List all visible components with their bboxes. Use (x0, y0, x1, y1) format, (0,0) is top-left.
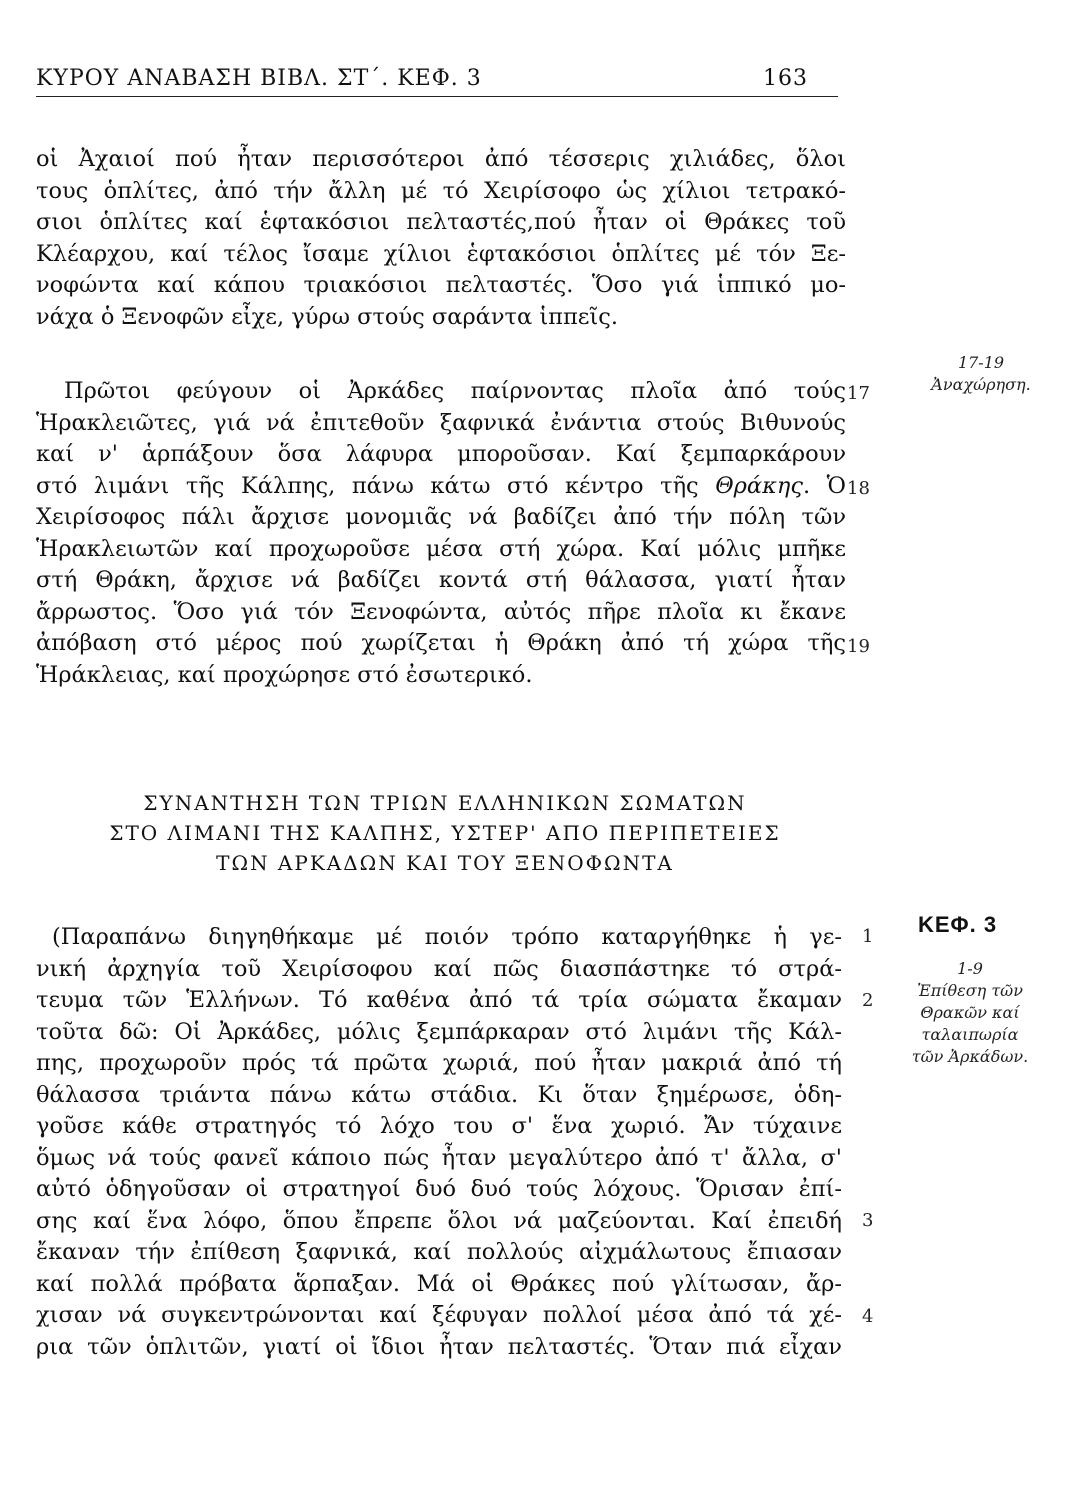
margin-section-number: 4 (862, 1306, 874, 1327)
margin-note-line: τῶν Ἀρκάδων. (911, 1047, 1029, 1066)
margin-note (890, 958, 1050, 1068)
text-line: χισαν νά συγκεντρώνονται καί ξέφυγαν πολλοί μέσα ἀπό τά χέ- (36, 1302, 842, 1328)
margin-note-range: 17-19 (957, 353, 1005, 372)
page-number: 163 (763, 66, 808, 91)
text-line: ρια τῶν ὁπλιτῶν, γιατί οἱ ἴδιοι ἦταν πελταστές. Ὅταν πιά εἶχαν (36, 1333, 842, 1360)
text-line: νοφώντα καί κάπου τριακόσιοι πελταστές. Ὅσο γιά ἱππικό μο- (36, 272, 846, 298)
text-line-with-italic (36, 471, 846, 503)
text-line: τους ὁπλίτες, ἀπό τήν ἄλλη μέ τό Χειρίσοφο ὡς χίλιοι τετρακό- (36, 177, 846, 204)
text-line: Χειρίσοφος πάλι ἄρχισε μονομιᾶς νά βαδίζει ἀπό τήν πόλη τῶν (36, 504, 846, 530)
paragraph-3 (36, 922, 842, 1363)
margin-section-number: 3 (862, 1210, 874, 1231)
text-segment: στό λιμάνι τῆς Κάλπης, πάνω κάτω στό κέντρο τῆς (36, 472, 699, 499)
running-head (36, 66, 838, 97)
margin-note-line: ταλαιπωρία (921, 1025, 1019, 1044)
text-line: πης, προχωροῦν πρός τά πρῶτα χωριά, πού ἦταν μακριά ἀπό τή (36, 1050, 842, 1076)
margin-section-number: 17 (847, 383, 870, 404)
running-head-title: ΚΥΡΟΥ ΑΝΑΒΑΣΗ ΒΙΒΛ. ΣΤ΄. ΚΕΦ. 3 (36, 66, 482, 91)
text-line: (Παραπάνω διηγηθήκαμε μέ ποιόν τρόπο καταργήθηκε ἡ γε- (52, 924, 842, 950)
text-line: σιοι ὁπλίτες καί ἑφτακόσιοι πελταστές,πού ἦταν οἱ Θράκες τοῦ (36, 209, 846, 235)
margin-section-number: 2 (862, 990, 874, 1011)
text-line: καί ν' ἁρπάξουν ὅσα λάφυρα μποροῦσαν. Καί ξεμπαρκάρουν (36, 441, 846, 467)
text-line: Ἡρακλειῶτες, γιά νά ἐπιτεθοῦν ξαφνικά ἐνάντια στούς Βιθυνούς (36, 409, 846, 436)
section-heading (60, 788, 830, 878)
text-line: νάχα ὁ Ξενοφῶν εἶχε, γύρω στούς σαράντα ἱππεῖς. (36, 303, 618, 330)
chapter-label: ΚΕΦ. 3 (918, 912, 998, 937)
text-line: Κλέαρχου, καί τέλος ἴσαμε χίλιοι ἑφτακόσιοι ὁπλίτες μέ τόν Ξε- (36, 240, 846, 267)
text-line: καί πολλά πρόβατα ἅρπαξαν. Μά οἱ Θράκες πού γλίτωσαν, ἄρ- (36, 1270, 842, 1297)
margin-note-line: Θρακῶν καί (920, 1003, 1020, 1022)
text-segment: . Ὁ (802, 472, 847, 499)
text-line: αὐτό ὁδηγοῦσαν οἱ στρατηγοί δυό δυό τούς λόχους. Ὅρισαν ἐπί- (36, 1176, 842, 1202)
text-line: θάλασσα τριάντα πάνω κάτω στάδια. Κι ὅταν ξημέρωσε, ὁδη- (36, 1081, 842, 1108)
text-line: σης καί ἕνα λόφο, ὅπου ἔπρεπε ὅλοι νά μαζεύονται. Καί ἐπειδή (36, 1207, 842, 1234)
margin-section-number: 19 (847, 636, 870, 657)
section-heading-line: ΤΩΝ ΑΡΚΑΔΩΝ ΚΑΙ ΤΟΥ ΞΕΝΟΦΩΝΤΑ (216, 851, 674, 875)
paragraph-1 (36, 144, 846, 333)
text-line: ἄρρωστος. Ὅσο γιά τόν Ξενοφώντα, αὐτός πῆρε πλοῖα κι ἔκανε (36, 598, 846, 625)
text-line: τοῦτα δῶ: Οἱ Ἀρκάδες, μόλις ξεμπάρκαραν στό λιμάνι τῆς Κάλ- (36, 1018, 842, 1045)
margin-note-text: Ἀναχώρηση. (931, 375, 1031, 394)
text-line: ἔκαναν τήν ἐπίθεση ξαφνικά, καί πολλούς αἰχμάλωτους ἔπιασαν (36, 1239, 842, 1265)
text-line: οἱ Ἀχαιοί πού ἦταν περισσότεροι ἀπό τέσσερις χιλιάδες, ὅλοι (36, 146, 846, 172)
text-line: Πρῶτοι φεύγουν οἱ Ἀρκάδες παίρνοντας πλοῖα ἀπό τούς (64, 378, 846, 404)
section-heading-line: ΣΥΝΑΝΤΗΣΗ ΤΩΝ ΤΡΙΩΝ ΕΛΛΗΝΙΚΩΝ ΣΩΜΑΤΩΝ (143, 791, 747, 815)
text-line: τευμα τῶν Ἑλλήνων. Τό καθένα ἀπό τά τρία σώματα ἔκαμαν (36, 987, 842, 1013)
text-line: στή Θράκη, ἄρχισε νά βαδίζει κοντά στή θάλασσα, γιατί ἦταν (36, 567, 846, 593)
margin-note-range: 1-9 (957, 959, 983, 978)
text-line: ἀπόβαση στό μέρος πού χωρίζεται ἡ Θράκη ἀπό τή χώρα τῆς (36, 630, 846, 656)
paragraph-2 (36, 376, 846, 691)
margin-note (906, 352, 1056, 396)
italic-place-name: Θράκης (715, 472, 803, 499)
margin-section-number: 18 (847, 478, 870, 499)
margin-section-number: 1 (862, 926, 874, 947)
section-heading-line: ΣΤΟ ΛΙΜΑΝΙ ΤΗΣ ΚΑΛΠΗΣ, ΥΣΤΕΡ' ΑΠΟ ΠΕΡΙΠΕΤΕΙΕΣ (109, 821, 781, 845)
text-line: Ἡράκλειας, καί προχώρησε στό ἐσωτερικό. (36, 661, 533, 688)
text-line: Ἡρακλειωτῶν καί προχωροῦσε μέσα στή χώρα. Καί μόλις μπῆκε (36, 535, 846, 562)
text-line: ὅμως νά τούς φανεῖ κάποιο πώς ἦταν μεγαλύτερο ἀπό τ' ἄλλα, σ' (36, 1144, 842, 1171)
margin-note-line: Ἐπίθεση τῶν (917, 981, 1023, 1000)
text-line: γοῦσε κάθε στρατηγός τό λόχο του σ' ἕνα χωριό. Ἄν τύχαινε (36, 1113, 842, 1139)
text-line: νική ἀρχηγία τοῦ Χειρίσοφου καί πῶς διασπάστηκε τό στρά- (36, 955, 842, 982)
